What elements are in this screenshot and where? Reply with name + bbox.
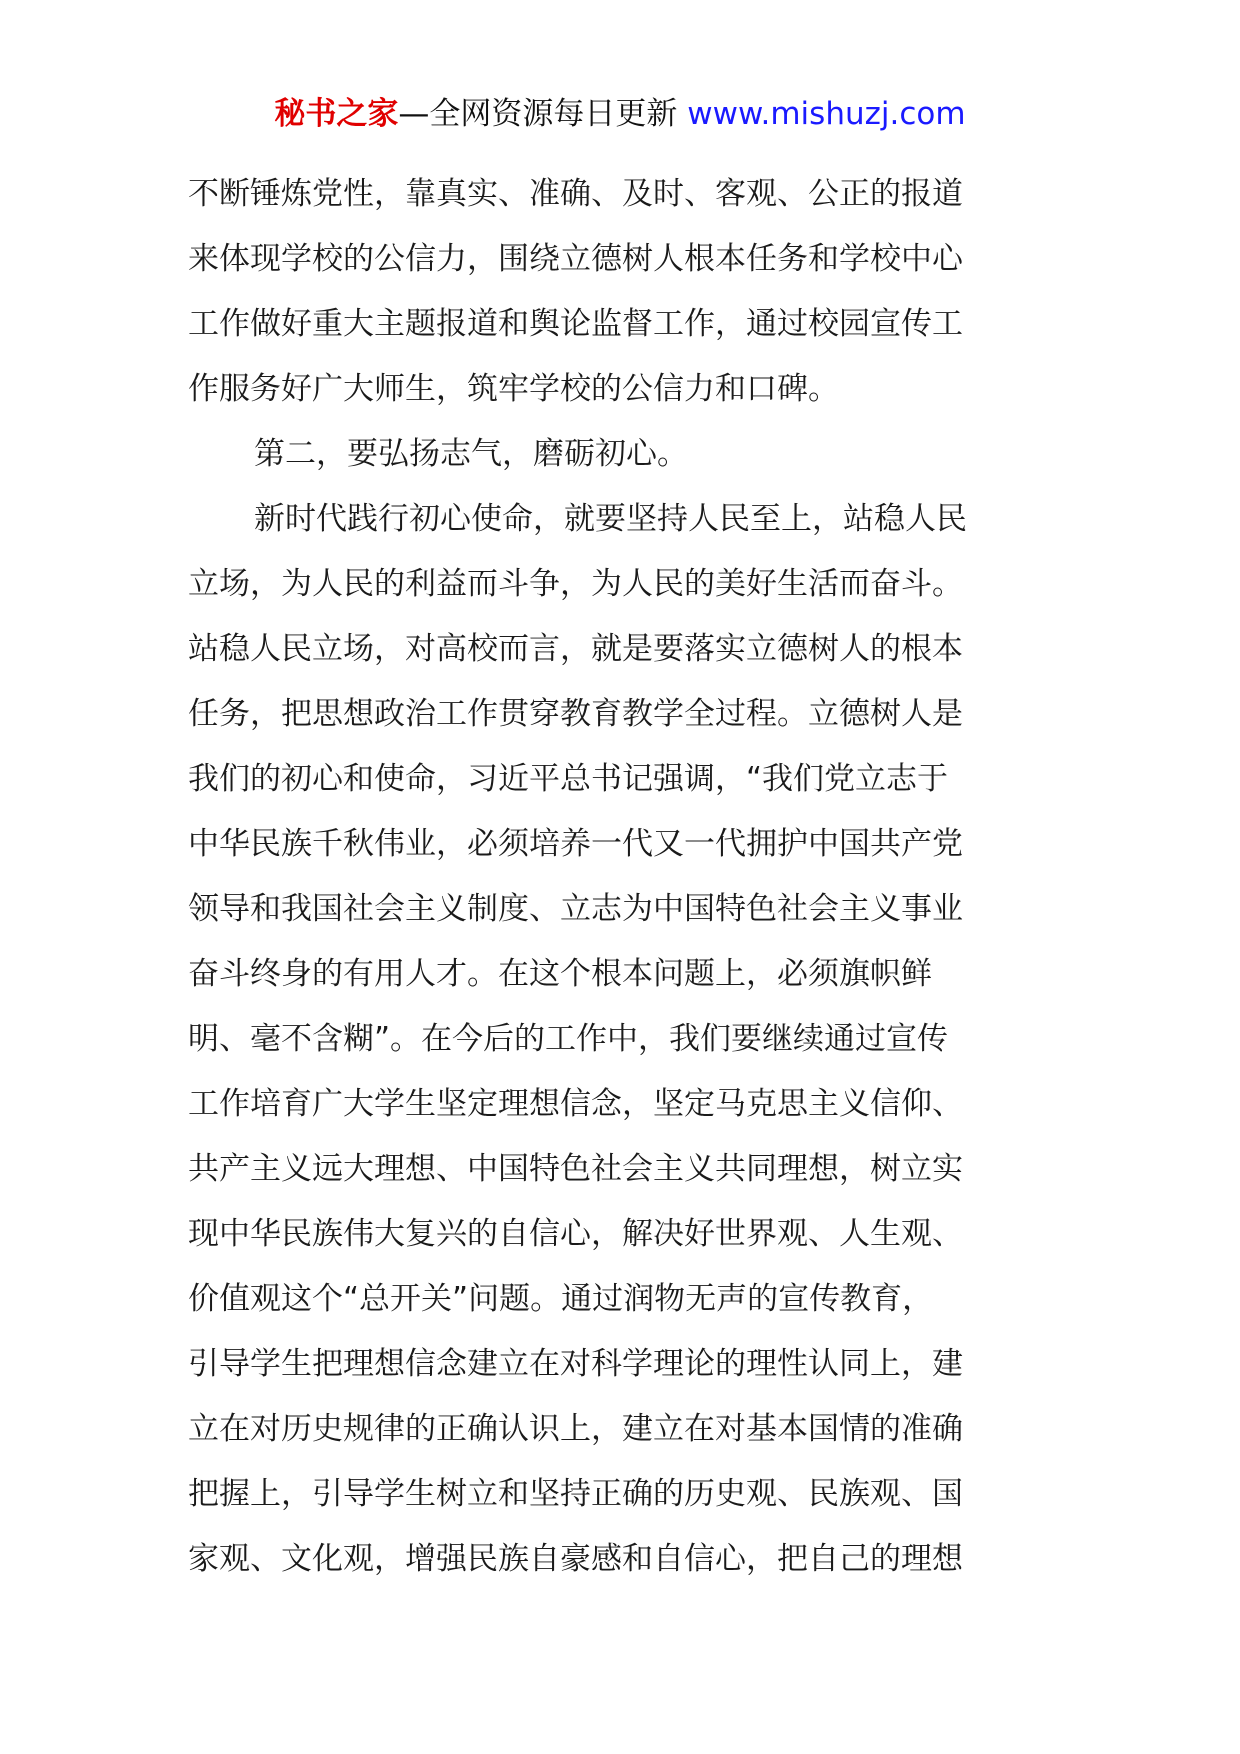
text-line: 任务，把思想政治工作贯穿教育教学全过程。立德树人是 [188,696,963,732]
text-line: 家观、文化观，增强民族自豪感和自信心，把自己的理想 [188,1541,963,1577]
page-header [0,94,1240,134]
document-body [188,162,1054,1592]
text-line: 工作做好重大主题报道和舆论监督工作，通过校园宣传工 [188,306,963,342]
text-line: 领导和我国社会主义制度、立志为中国特色社会主义事业 [188,891,963,927]
text-line: 新时代践行初心使命，就要坚持人民至上，站稳人民 [254,501,967,537]
text-line: 来体现学校的公信力，围绕立德树人根本任务和学校中心 [188,241,963,277]
text-line: 共产主义远大理想、中国特色社会主义共同理想，树立实 [188,1151,963,1187]
text-line: 明、毫不含糊”。在今后的工作中，我们要继续通过宣传 [188,1021,949,1057]
text-line: 现中华民族伟大复兴的自信心，解决好世界观、人生观、 [188,1216,963,1252]
header-url-link[interactable]: www.mishuzj.com [687,96,966,132]
header-tagline: —全网资源每日更新 [398,96,678,132]
text-line: 奋斗终身的有用人才。在这个根本问题上，必须旗帜鲜 [188,956,932,992]
text-line: 我们的初心和使命，习近平总书记强调，“我们党立志于 [188,761,949,797]
text-line: 立在对历史规律的正确认识上，建立在对基本国情的准确 [188,1411,963,1447]
text-line: 第二，要弘扬志气，磨砺初心。 [254,436,688,472]
text-line: 立场，为人民的利益而斗争，为人民的美好生活而奋斗。 [188,566,963,602]
text-line: 中华民族千秋伟业，必须培养一代又一代拥护中国共产党 [188,826,963,862]
text-line: 把握上，引导学生树立和坚持正确的历史观、民族观、国 [188,1476,963,1512]
header-brand: 秘书之家 [274,96,399,132]
text-line: 站稳人民立场，对高校而言，就是要落实立德树人的根本 [188,631,963,667]
text-line: 引导学生把理想信念建立在对科学理论的理性认同上，建 [188,1346,963,1382]
text-line: 价值观这个“总开关”问题。通过润物无声的宣传教育， [188,1281,934,1317]
text-line: 不断锤炼党性，靠真实、准确、及时、客观、公正的报道 [188,176,963,212]
text-line: 作服务好广大师生，筑牢学校的公信力和口碑。 [188,371,839,407]
text-line: 工作培育广大学生坚定理想信念，坚定马克思主义信仰、 [188,1086,963,1122]
